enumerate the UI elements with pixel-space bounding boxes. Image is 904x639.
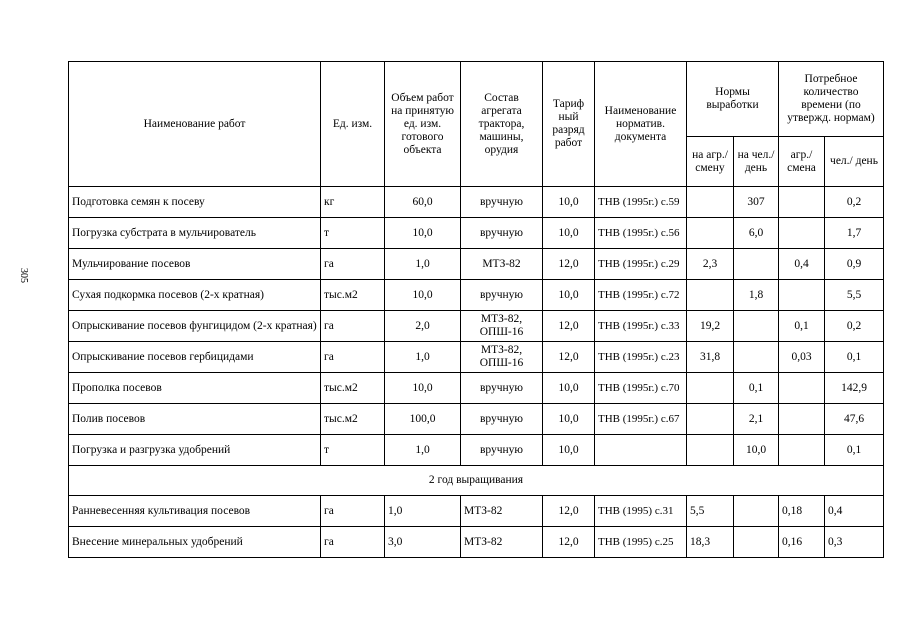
cell-name: Погрузка субстрата в мульчирователь (69, 218, 321, 249)
cell-name: Сухая подкормка посевов (2-х кратная) (69, 280, 321, 311)
table-row (69, 496, 884, 527)
cell-norm-man (734, 496, 779, 527)
cell-time-agr: 0,1 (779, 311, 825, 342)
header-time: Потребное количество времени (по утвержд. нормам) (779, 62, 884, 137)
header-time-man: чел./ день (825, 137, 884, 187)
cell-time-man: 0,3 (825, 527, 884, 558)
cell-aggregate: вручную (461, 187, 543, 218)
section-title: 2 год выращивания (69, 466, 884, 496)
cell-norm-man: 6,0 (734, 218, 779, 249)
cell-time-man: 142,9 (825, 373, 884, 404)
cell-aggregate: вручную (461, 404, 543, 435)
header-tariff: Тариф ный разряд работ (543, 62, 595, 187)
works-table (68, 61, 884, 558)
cell-time-agr (779, 280, 825, 311)
cell-time-agr: 0,18 (779, 496, 825, 527)
cell-tariff: 12,0 (543, 342, 595, 373)
cell-tariff: 10,0 (543, 373, 595, 404)
cell-norm-man (734, 311, 779, 342)
cell-time-agr: 0,4 (779, 249, 825, 280)
table-row (69, 373, 884, 404)
cell-aggregate: вручную (461, 280, 543, 311)
cell-unit: кг (321, 187, 385, 218)
cell-tariff: 10,0 (543, 280, 595, 311)
cell-doc: ТНВ (1995г.) с.67 (595, 404, 687, 435)
cell-unit: га (321, 496, 385, 527)
cell-time-agr: 0,03 (779, 342, 825, 373)
cell-norm-man (734, 527, 779, 558)
cell-unit: т (321, 435, 385, 466)
table-row (69, 527, 884, 558)
table-row (69, 435, 884, 466)
cell-norm-agr: 2,3 (687, 249, 734, 280)
header-doc: Наименование норматив. документа (595, 62, 687, 187)
cell-unit: га (321, 249, 385, 280)
cell-norm-man (734, 342, 779, 373)
cell-volume: 1,0 (385, 435, 461, 466)
cell-norm-man (734, 249, 779, 280)
cell-volume: 3,0 (385, 527, 461, 558)
cell-tariff: 12,0 (543, 249, 595, 280)
cell-norm-agr (687, 373, 734, 404)
cell-tariff: 10,0 (543, 435, 595, 466)
header-volume: Объем работ на принятую ед. изм. готового объекта (385, 62, 461, 187)
table-header (69, 62, 884, 187)
table-body (69, 187, 884, 558)
cell-tariff: 12,0 (543, 527, 595, 558)
cell-name: Погрузка и разгрузка удобрений (69, 435, 321, 466)
cell-norm-man: 10,0 (734, 435, 779, 466)
cell-tariff: 10,0 (543, 218, 595, 249)
cell-aggregate: вручную (461, 373, 543, 404)
cell-aggregate: вручную (461, 218, 543, 249)
cell-name: Ранневесенняя культивация посевов (69, 496, 321, 527)
cell-volume: 10,0 (385, 373, 461, 404)
cell-time-man: 0,9 (825, 249, 884, 280)
cell-aggregate: МТЗ-82, ОПШ-16 (461, 342, 543, 373)
cell-norm-agr (687, 187, 734, 218)
cell-time-man: 1,7 (825, 218, 884, 249)
cell-volume: 1,0 (385, 342, 461, 373)
cell-time-man: 0,4 (825, 496, 884, 527)
cell-norm-agr: 5,5 (687, 496, 734, 527)
table-row (69, 249, 884, 280)
cell-volume: 100,0 (385, 404, 461, 435)
cell-volume: 2,0 (385, 311, 461, 342)
cell-time-man: 0,1 (825, 342, 884, 373)
cell-unit: га (321, 527, 385, 558)
cell-time-agr (779, 187, 825, 218)
table-row (69, 187, 884, 218)
cell-doc: ТНВ (1995г.) с.23 (595, 342, 687, 373)
header-name: Наименование работ (69, 62, 321, 187)
header-unit: Ед. изм. (321, 62, 385, 187)
cell-aggregate: МТЗ-82, ОПШ-16 (461, 311, 543, 342)
cell-norm-agr (687, 280, 734, 311)
table-row (69, 342, 884, 373)
cell-norm-man: 307 (734, 187, 779, 218)
header-aggregate: Состав агрегата трактора, машины, орудия (461, 62, 543, 187)
header-norms-agr: на агр./ смену (687, 137, 734, 187)
cell-time-man: 0,2 (825, 311, 884, 342)
table-row (69, 280, 884, 311)
cell-aggregate: МТЗ-82 (461, 496, 543, 527)
cell-name: Внесение минеральных удобрений (69, 527, 321, 558)
cell-unit: тыс.м2 (321, 404, 385, 435)
page-number: 305 (18, 268, 29, 283)
cell-doc: ТНВ (1995г.) с.70 (595, 373, 687, 404)
cell-norm-agr: 19,2 (687, 311, 734, 342)
cell-tariff: 12,0 (543, 496, 595, 527)
cell-unit: га (321, 311, 385, 342)
cell-norm-man: 0,1 (734, 373, 779, 404)
cell-aggregate: МТЗ-82 (461, 527, 543, 558)
cell-time-agr (779, 404, 825, 435)
cell-doc: ТНВ (1995г.) с.33 (595, 311, 687, 342)
cell-doc (595, 435, 687, 466)
cell-doc: ТНВ (1995г.) с.59 (595, 187, 687, 218)
cell-unit: тыс.м2 (321, 280, 385, 311)
cell-volume: 10,0 (385, 280, 461, 311)
cell-volume: 1,0 (385, 496, 461, 527)
cell-volume: 1,0 (385, 249, 461, 280)
cell-tariff: 10,0 (543, 404, 595, 435)
cell-name: Опрыскивание посевов гербицидами (69, 342, 321, 373)
cell-aggregate: МТЗ-82 (461, 249, 543, 280)
cell-doc: ТНВ (1995г.) с.29 (595, 249, 687, 280)
header-norms: Нормы выработки (687, 62, 779, 137)
cell-name: Опрыскивание посевов фунгицидом (2-х кратная) (69, 311, 321, 342)
cell-norm-agr: 18,3 (687, 527, 734, 558)
cell-unit: га (321, 342, 385, 373)
cell-norm-agr (687, 218, 734, 249)
cell-time-agr (779, 218, 825, 249)
cell-name: Прополка посевов (69, 373, 321, 404)
table-row (69, 311, 884, 342)
cell-unit: т (321, 218, 385, 249)
cell-unit: тыс.м2 (321, 373, 385, 404)
cell-doc: ТНВ (1995) с.25 (595, 527, 687, 558)
cell-time-agr (779, 435, 825, 466)
cell-doc: ТНВ (1995) с.31 (595, 496, 687, 527)
table-row (69, 404, 884, 435)
cell-time-man: 0,1 (825, 435, 884, 466)
header-time-agr: агр./ смена (779, 137, 825, 187)
cell-doc: ТНВ (1995г.) с.72 (595, 280, 687, 311)
cell-aggregate: вручную (461, 435, 543, 466)
cell-norm-agr: 31,8 (687, 342, 734, 373)
cell-time-man: 47,6 (825, 404, 884, 435)
cell-volume: 10,0 (385, 218, 461, 249)
cell-name: Подготовка семян к посеву (69, 187, 321, 218)
cell-time-man: 5,5 (825, 280, 884, 311)
cell-time-agr (779, 373, 825, 404)
cell-tariff: 10,0 (543, 187, 595, 218)
cell-time-agr: 0,16 (779, 527, 825, 558)
header-norms-man: на чел./ день (734, 137, 779, 187)
cell-name: Мульчирование посевов (69, 249, 321, 280)
cell-volume: 60,0 (385, 187, 461, 218)
cell-norm-man: 1,8 (734, 280, 779, 311)
cell-time-man: 0,2 (825, 187, 884, 218)
cell-norm-agr (687, 435, 734, 466)
table-row (69, 218, 884, 249)
cell-norm-man: 2,1 (734, 404, 779, 435)
cell-tariff: 12,0 (543, 311, 595, 342)
cell-name: Полив посевов (69, 404, 321, 435)
section-row (69, 466, 884, 496)
cell-norm-agr (687, 404, 734, 435)
cell-doc: ТНВ (1995г.) с.56 (595, 218, 687, 249)
